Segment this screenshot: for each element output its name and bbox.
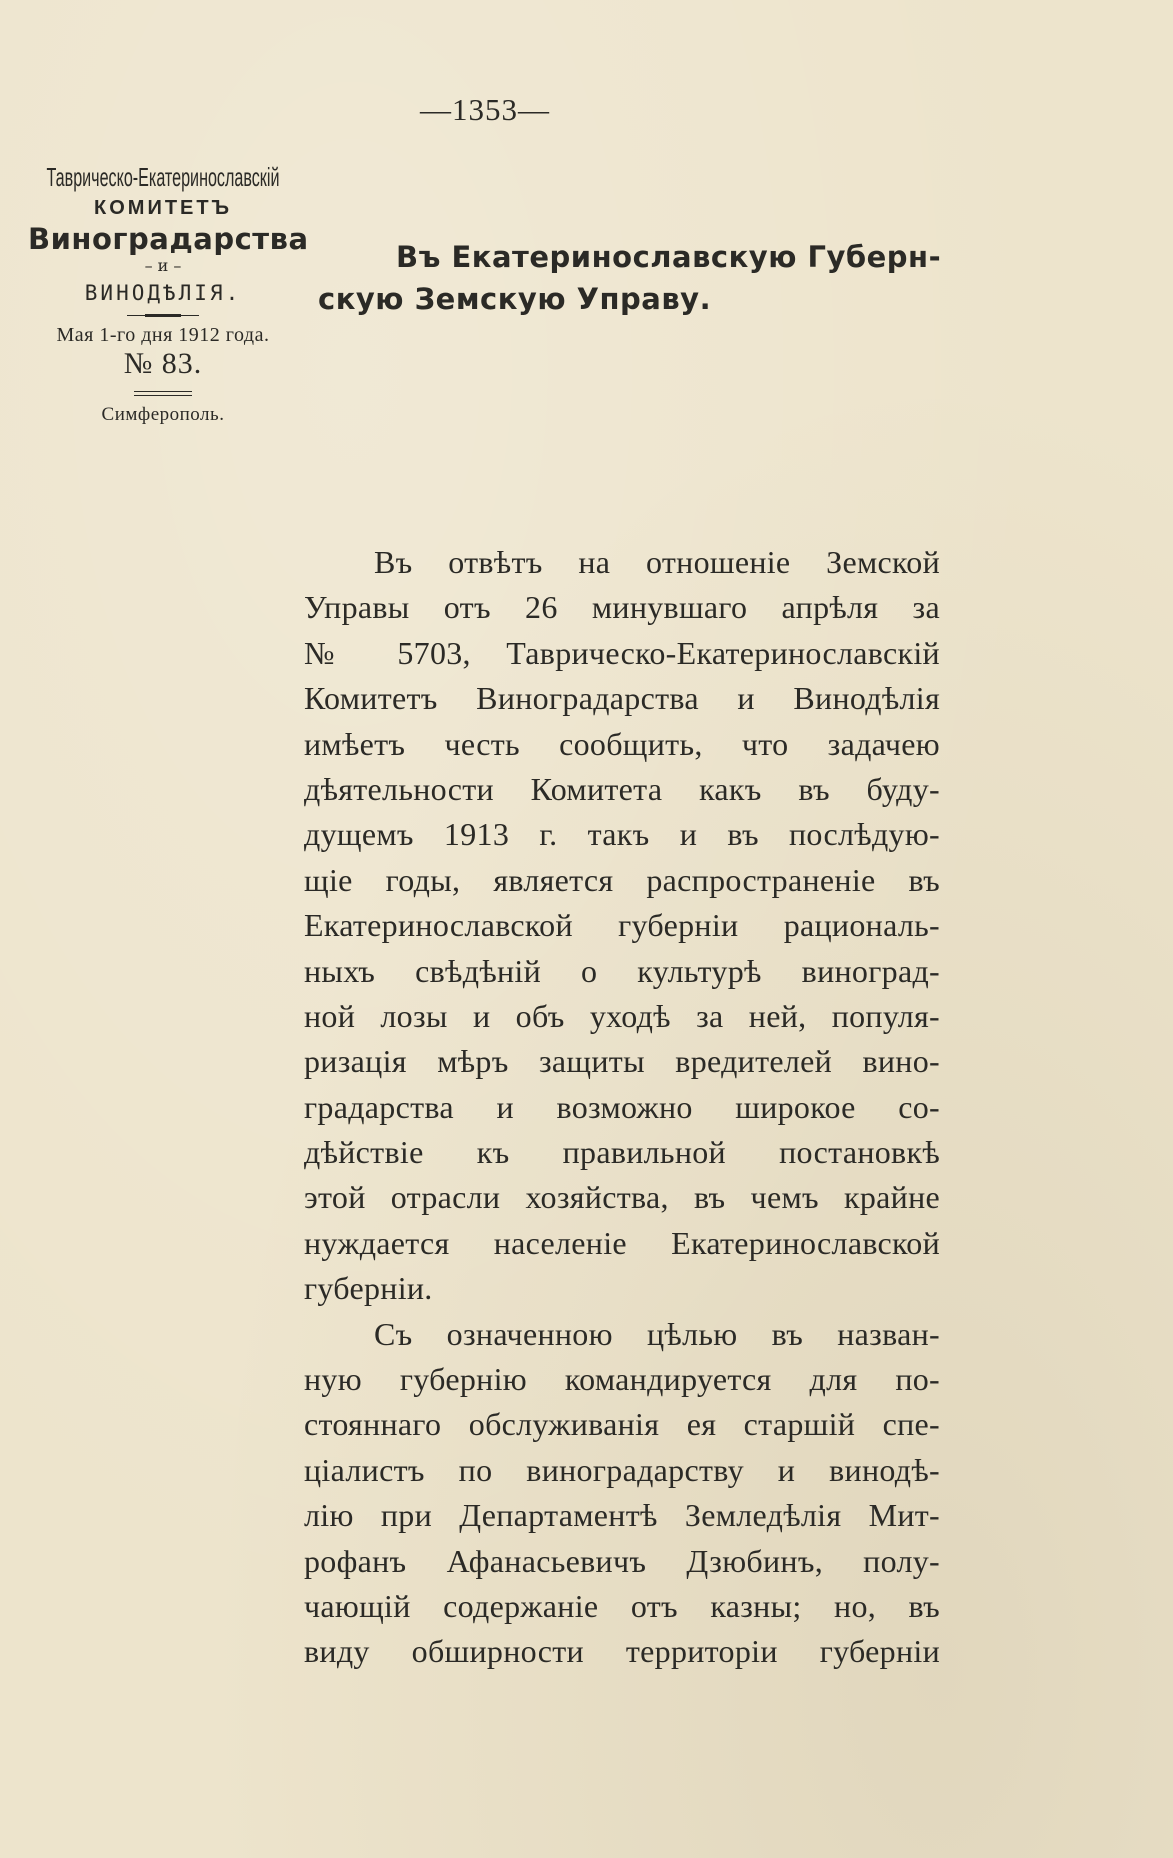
letterhead-region: Таврическо-Екатеринославскій — [46, 162, 280, 192]
number-divider — [134, 391, 192, 396]
body-line: Екатеринославской губерніи рациональ- — [304, 907, 940, 944]
body-line: ной лозы и объ уходѣ за ней, популя- — [304, 997, 940, 1034]
body-line: Въ отвѣтъ на отношеніе Земской — [374, 544, 940, 580]
letterhead — [28, 162, 309, 426]
body-line: чающій содержаніе отъ казны; но, въ — [304, 1587, 940, 1624]
body-line: ціалистъ по виноградарству и винодѣ- — [304, 1451, 940, 1488]
body-line: щіе годы, является распространеніе въ — [304, 861, 940, 898]
body-line: Управы отъ 26 минувшаго апрѣля за — [304, 589, 940, 626]
letter-body — [304, 540, 940, 1675]
body-line: ризація мѣръ защиты вредителей вино- — [304, 1043, 940, 1080]
body-line: ныхъ свѣдѣній о культурѣ виноград- — [304, 952, 940, 989]
body-line: дѣйствіе къ правильной постановкѣ — [304, 1134, 940, 1171]
body-line: Комитетъ Виноградарства и Винодѣлія — [304, 680, 940, 717]
body-line: губерніи. — [304, 1270, 433, 1307]
body-line: рофанъ Афанасьевичъ Дзюбинъ, полу- — [304, 1542, 940, 1579]
addressee — [318, 236, 958, 320]
body-line: № 5703, Таврическо-Екатеринославскій — [304, 634, 940, 671]
body-line: этой отрасли хозяйства, въ чемъ крайне — [304, 1179, 940, 1216]
body-line: дущемъ 1913 г. такъ и въ послѣдую- — [304, 816, 940, 853]
body-line: дѣятельности Комитета какъ въ буду- — [304, 770, 940, 807]
body-line: нуждается населеніе Екатеринославской — [304, 1224, 940, 1261]
body-line: стояннаго обслуживанія ея старшій спе- — [304, 1406, 940, 1443]
letterhead-viticulture: Виноградарства — [28, 222, 309, 256]
body-line: градарства и возможно широкое со- — [304, 1088, 940, 1125]
letterhead-divider — [127, 315, 199, 316]
letterhead-conjunction: – и – — [144, 256, 182, 275]
body-line: имѣетъ честь сообщить, что задачею — [304, 725, 940, 762]
letterhead-committee: КОМИТЕТЪ — [94, 197, 232, 219]
letter-number: № 83. — [123, 347, 203, 380]
letter-city: Симферополь. — [101, 404, 225, 425]
body-line: лію при Департаментѣ Земледѣлія Мит- — [304, 1497, 940, 1534]
addressee-line: скую Земскую Управу. — [318, 282, 712, 316]
body-line: ную губернію командируется для по- — [304, 1361, 940, 1398]
body-line: Съ означенною цѣлью въ назван- — [374, 1315, 940, 1352]
page-number: —1353— — [420, 92, 550, 127]
letter-date: Мая 1-го дня 1912 года. — [56, 324, 270, 346]
body-line: виду обширности территоріи губерніи — [304, 1633, 940, 1670]
addressee-line: Въ Екатеринославскую Губерн- — [396, 240, 942, 274]
letterhead-winemaking: ВИНОДѢЛІЯ. — [84, 281, 242, 305]
